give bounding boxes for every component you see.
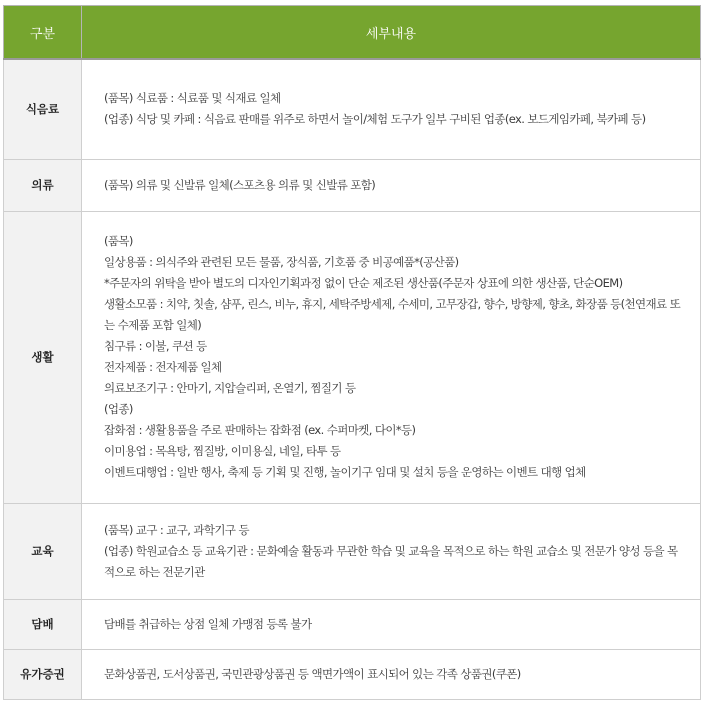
detail-line: (품목) 교구 : 교구, 과학기구 등 bbox=[104, 522, 249, 537]
detail-line: (업종) 식당 및 카페 : 식음료 판매를 위주로 하면서 놀이/체험 도구가 일부 구비된 업종(ex. 보드게임카페, 북카페 등) bbox=[104, 112, 646, 127]
detail-line: (품목) 의류 및 신발류 일체(스포츠용 의류 및 신발류 포함) bbox=[104, 177, 376, 192]
table-row bbox=[4, 211, 701, 503]
row-details bbox=[82, 599, 701, 649]
row-category: 식음료 bbox=[4, 59, 82, 159]
table-row bbox=[4, 649, 701, 699]
table-row bbox=[4, 503, 701, 599]
row-details bbox=[82, 59, 701, 159]
header-details: 세부내용 bbox=[82, 6, 701, 60]
row-details bbox=[82, 159, 701, 211]
row-details bbox=[82, 211, 701, 503]
detail-line: 담배를 취급하는 상점 일체 가맹점 등록 불가 bbox=[104, 616, 312, 631]
row-details bbox=[82, 649, 701, 699]
detail-line: *주문자의 위탁을 받아 별도의 디자인기획과정 없이 단순 제조된 생산품(주문자 상표에 의한 생산품, 단순OEM) bbox=[104, 276, 623, 290]
table-header-row bbox=[4, 6, 701, 60]
row-category: 생활 bbox=[4, 211, 82, 503]
detail-line: 의료보조기구 : 안마기, 지압슬리퍼, 온열기, 찜질기 등 bbox=[104, 381, 356, 395]
row-category: 교육 bbox=[4, 503, 82, 599]
detail-line: 일상용품 : 의식주와 관련된 모든 물품, 장식품, 기호품 중 비공예품*(공산품) bbox=[104, 255, 459, 269]
detail-line: (업종) 학원교습소 등 교육기관 : 문화예술 활동과 무관한 학습 및 교육을 목적으로 하는 학원 교습소 및 전문가 양성 등을 목적으로 하는 전문기관 bbox=[104, 543, 678, 579]
detail-line: (품목) 식료품 : 식료품 및 식재료 일체 bbox=[104, 91, 281, 106]
restricted-categories-table bbox=[3, 5, 701, 700]
detail-line: 잡화점 : 생활용품을 주로 판매하는 잡화점 (ex. 수퍼마켓, 다이*등) bbox=[104, 423, 416, 437]
table-row bbox=[4, 159, 701, 211]
row-category: 유가증권 bbox=[4, 649, 82, 699]
detail-line: 침구류 : 이불, 쿠션 등 bbox=[104, 339, 207, 353]
row-details bbox=[82, 503, 701, 599]
header-category: 구분 bbox=[4, 6, 82, 60]
detail-line: (품목) bbox=[104, 234, 133, 248]
detail-line: 문화상품권, 도서상품권, 국민관광상품권 등 액면가액이 표시되어 있는 각족 상품권(쿠폰) bbox=[104, 666, 521, 681]
row-category: 담배 bbox=[4, 599, 82, 649]
table-row bbox=[4, 59, 701, 159]
detail-line: 이벤트대행업 : 일반 행사, 축제 등 기획 및 진행, 놀이기구 임대 및 설치 등을 운영하는 이벤트 대행 업체 bbox=[104, 465, 586, 479]
detail-line: 전자제품 : 전자제품 일체 bbox=[104, 360, 222, 374]
row-category: 의류 bbox=[4, 159, 82, 211]
detail-line: 생활소모품 : 치약, 칫솔, 샴푸, 린스, 비누, 휴지, 세탁주방세제, 수세미, 고무장갑, 향수, 방향제, 향초, 화장품 등(천연재료 또는 수제품 포함 일체) bbox=[104, 297, 681, 332]
detail-line: (업종) bbox=[104, 402, 133, 416]
detail-line: 이미용업 : 목욕탕, 찜질방, 이미용실, 네일, 타투 등 bbox=[104, 444, 341, 458]
table-row bbox=[4, 599, 701, 649]
